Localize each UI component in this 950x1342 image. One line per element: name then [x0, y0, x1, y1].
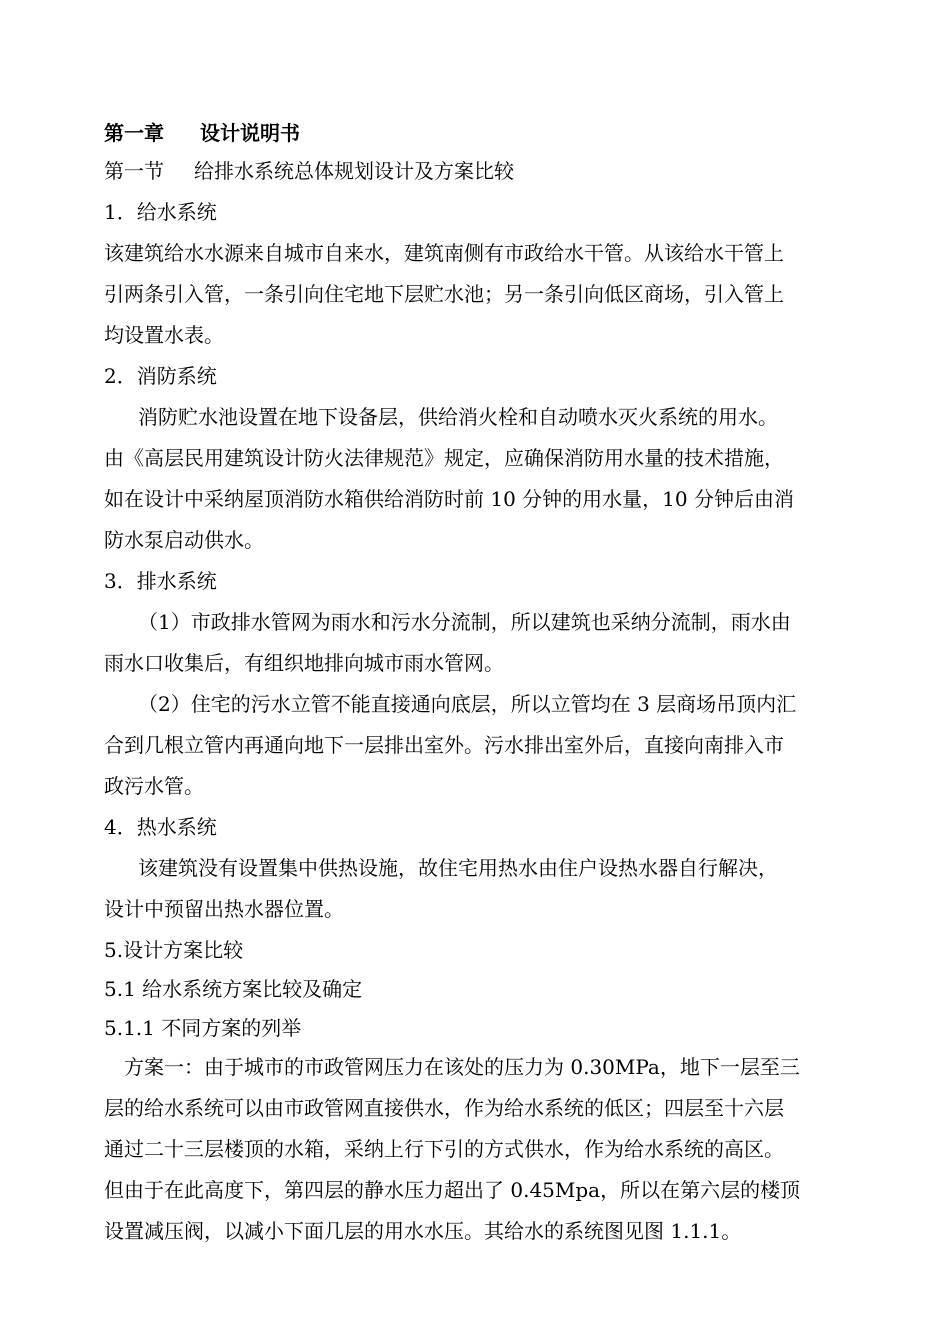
- subsection-heading-water-supply: 1．给水系统: [104, 200, 217, 224]
- paragraph-line: （1）市政排水管网为雨水和污水分流制，所以建筑也采纳分流制，雨水由: [138, 610, 791, 634]
- paragraph-line: 由《高层民用建筑设计防火法律规范》规定，应确保消防用水量的技术措施，: [104, 446, 784, 470]
- chapter-title: 设计说明书: [200, 121, 300, 145]
- chapter-number: 第一章: [104, 121, 164, 145]
- paragraph-line: 均设置水表。: [104, 323, 224, 347]
- paragraph-line: 引两条引入管，一条引向住宅地下层贮水池；另一条引向低区商场，引入管上: [104, 282, 784, 306]
- subsection-heading-scheme-list: 5.1.1 不同方案的列举: [104, 1016, 302, 1040]
- subsection-heading-fire-protection: 2．消防系统: [104, 364, 217, 388]
- paragraph-line: 设计中预留出热水器位置。: [104, 897, 344, 921]
- subsection-heading-water-scheme: 5.1 给水系统方案比较及确定: [104, 977, 363, 1001]
- paragraph-line: 政污水管。: [104, 774, 204, 798]
- paragraph-line: 通过二十三层楼顶的水箱，采纳上行下引的方式供水，作为给水系统的高区。: [104, 1137, 784, 1161]
- paragraph-line: 该建筑给水水源来自城市自来水，建筑南侧有市政给水干管。从该给水干管上: [104, 241, 784, 265]
- subsection-heading-drainage: 3．排水系统: [104, 569, 217, 593]
- paragraph-line: 但由于在此高度下，第四层的静水压力超出了 0.45Mpa，所以在第六层的楼顶: [104, 1178, 801, 1202]
- subsection-heading-design-comparison: 5.设计方案比较: [104, 938, 244, 962]
- paragraph-line: 层的给水系统可以由市政管网直接供水，作为给水系统的低区；四层至十六层: [104, 1096, 784, 1120]
- paragraph-line: 雨水口收集后，有组织地排向城市雨水管网。: [104, 651, 504, 675]
- paragraph-line: 方案一：由于城市的市政管网压力在该处的压力为 0.30MPa，地下一层至三: [124, 1055, 800, 1079]
- paragraph-line: 设置减压阀，以减小下面几层的用水水压。其给水的系统图见图 1.1.1。: [104, 1219, 742, 1243]
- section-title: 给排水系统总体规划设计及方案比较: [194, 159, 514, 183]
- section-heading: [104, 157, 849, 185]
- chapter-heading: [104, 119, 849, 147]
- section-number: 第一节: [104, 159, 164, 183]
- paragraph-line: 防水泵启动供水。: [104, 528, 264, 552]
- subsection-heading-hot-water: 4．热水系统: [104, 815, 217, 839]
- paragraph-line: 消防贮水池设置在地下设备层，供给消火栓和自动喷水灭火系统的用水。: [138, 405, 778, 429]
- paragraph-line: 合到几根立管内再通向地下一层排出室外。污水排出室外后，直接向南排入市: [104, 733, 784, 757]
- paragraph-line: 该建筑没有设置集中供热设施，故住宅用热水由住户设热水器自行解决，: [138, 856, 778, 880]
- paragraph-line: （2）住宅的污水立管不能直接通向底层，所以立管均在 3 层商场吊顶内汇: [138, 692, 797, 716]
- paragraph-line: 如在设计中采纳屋顶消防水箱供给消防时前 10 分钟的用水量，10 分钟后由消: [104, 487, 794, 511]
